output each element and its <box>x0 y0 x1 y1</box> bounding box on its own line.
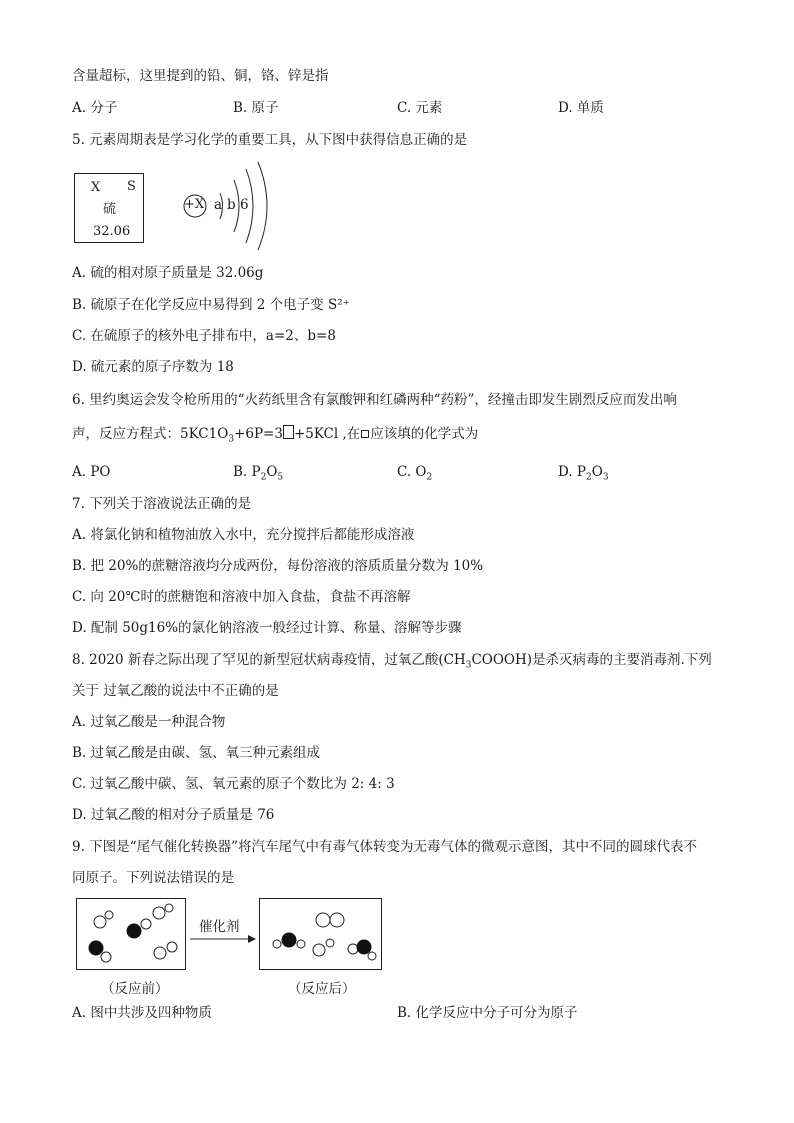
atomic-number: X <box>91 180 101 195</box>
q6-option-a: A. PO <box>72 464 111 480</box>
q8-stem-line1: 8. 2020 新春之际出现了罕见的新型冠状病毒疫情，过氧乙酸$(CH_3COOOH)$是杀灭病毒的主要消毒剂.下列 <box>72 652 712 671</box>
q7-option-c: C. 向 20℃时的蔗糖饱和溶液中加入食盐，食盐不再溶解 <box>72 589 411 605</box>
q4-option-d: D. 单质 <box>558 100 604 116</box>
q5-option-a: A. 硫的相对原子质量是 32.06g <box>72 265 264 281</box>
q8-option-d: D. 过氧乙酸的相对分子质量是 76 <box>72 807 275 823</box>
q4-option-a: A. 分子 <box>72 100 118 116</box>
q9-stem-line1: 9. 下图是“尾气催化转换器”将汽车尾气中有毒气体转变为无毒气体的微观示意图，其中不同的圆球代表不 <box>72 839 697 855</box>
answer-blank-box <box>283 425 294 439</box>
blank-box-symbol <box>361 430 369 438</box>
after-reaction-molecules <box>259 898 382 970</box>
q9-stem-line2: 同原子。下列说法错误的是 <box>72 870 234 886</box>
q4-stem-tail: 含量超标，这里提到的铅、铜，铬、锌是指 <box>72 68 329 84</box>
q7-option-d: D. 配制 50g16%的氯化钠溶液一般经过计算、称量、溶解等步骤 <box>72 620 462 636</box>
q9-option-b: B. 化学反应中分子可分为原子 <box>397 1005 578 1021</box>
element-name: 硫 <box>103 202 117 217</box>
shell3-label: 6 <box>240 197 249 213</box>
q5-option-d: D. 硫元素的原子序数为 18 <box>72 359 234 375</box>
q8-option-a: A. 过氧乙酸是一种混合物 <box>72 714 226 730</box>
q6-stem-line1: 6. 里约奥运会发令枪所用的“火药纸里含有氯酸钾和红磷两种“药粉”，经撞击即发生剧烈反应而发出响 <box>72 392 677 408</box>
atomic-mass: 32.06 <box>93 224 131 239</box>
reaction-arrow <box>190 934 258 944</box>
q9-option-a: A. 图中共涉及四种物质 <box>72 1005 212 1021</box>
q8-option-c: C. 过氧乙酸中碳、氢、氧元素的原子个数比为 2: 4: 3 <box>72 776 395 792</box>
shell2-label: b <box>227 197 236 213</box>
q5-stem: 5. 元素周期表是学习化学的重要工具，从下图中获得信息正确的是 <box>72 132 468 148</box>
before-caption: （反应前） <box>101 981 169 997</box>
q6-option-c: C. $O_2$ <box>397 464 433 483</box>
shell1-label: a <box>214 197 223 213</box>
before-reaction-molecules <box>76 898 186 970</box>
q8-stem-line2: 关于 过氧乙酸的说法中不正确的是 <box>72 683 279 699</box>
after-caption: （反应后） <box>288 981 356 997</box>
q7-stem: 7. 下列关于溶液说法正确的是 <box>72 496 252 512</box>
q7-option-a: A. 将氯化钠和植物油放入水中，充分搅拌后都能形成溶液 <box>72 527 415 543</box>
q5-option-b: B. 硫原子在化学反应中易得到 2 个电子变 S²⁺ <box>72 297 350 313</box>
periodic-table-tile <box>74 173 144 243</box>
q4-option-c: C. 元素 <box>397 100 443 116</box>
q6-option-b: B. $P_2O_5$ <box>233 464 284 483</box>
catalyst-label: 催化剂 <box>199 919 240 935</box>
q8-option-b: B. 过氧乙酸是由碳、氢、氧三种元素组成 <box>72 745 321 761</box>
element-symbol: S <box>127 179 136 194</box>
q4-option-b: B. 原子 <box>233 100 279 116</box>
q5-option-c: C. 在硫原子的核外电子排布中，a=2、b=8 <box>72 328 336 344</box>
nucleus-label: +X <box>184 197 205 212</box>
q7-option-b: B. 把 20%的蔗糖溶液均分成两份，每份溶液的溶质质量分数为 10% <box>72 558 484 574</box>
q6-stem-line2: 声，反应方程式：$5KC1O_3+6P=3 +5KCl$ ,在 应该填的化学式为 <box>72 426 479 445</box>
q6-option-d: D. $P_2O_3$ <box>558 464 609 483</box>
